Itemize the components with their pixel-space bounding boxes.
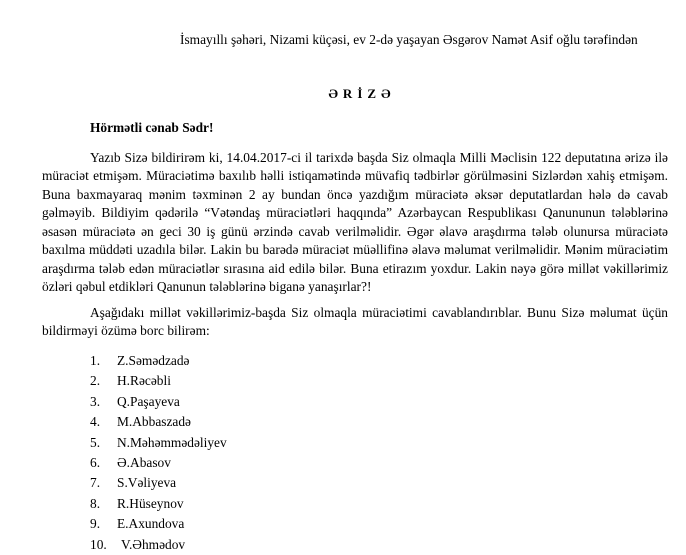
list-name: Z.Səmədzadə <box>117 353 190 368</box>
list-number: 10. <box>90 536 107 552</box>
paragraph-line: özləri qəbul etdikləri Qanunun tələblərinə biganə yanaşırlar?! <box>42 279 372 294</box>
list-number: 2. <box>90 373 101 389</box>
list-name: N.Məhəmmədəliyev <box>117 434 227 450</box>
list-number: 8. <box>90 495 101 511</box>
list-name: E.Axundova <box>117 516 185 532</box>
list-number: 6. <box>90 454 101 470</box>
list-number: 4. <box>90 414 101 430</box>
deputies-list <box>90 351 227 555</box>
list-item <box>90 392 227 412</box>
list-item <box>90 371 227 391</box>
list-item <box>90 412 227 432</box>
list-name: R.Hüseynov <box>117 495 184 511</box>
list-name: M.Abbaszadə <box>117 414 191 430</box>
paragraph-line: baxılma müddəti uzadıla bilər. Lakin bu barədə müraciət müəllifinə əlavə məlumat verilməlidir. Mənim müraciətim <box>42 242 668 257</box>
list-name: Ə.Abasov <box>117 454 171 470</box>
list-item <box>90 535 227 555</box>
list-name: S.Vəliyeva <box>117 475 177 491</box>
list-name: H.Rəcəbli <box>117 373 171 389</box>
list-item <box>90 494 227 514</box>
list-number: 1. <box>90 353 101 368</box>
paragraph-line: Buna baxmayaraq mənim təxminən 2 ay bundan öncə yazdığım müraciətə əksər deputatlardan hələ də cavab <box>42 187 668 202</box>
sender-line: İsmayıllı şəhəri, Nizami küçəsi, ev 2-də yaşayan Əsgərov Namət Asif oğlu tərəfindən <box>180 32 638 47</box>
paragraph-line: gəlməyib. Bildiyim qədərilə “Vətəndaş müraciətləri haqqında” Azərbaycan Respublikası Qanununun tələblərinə <box>42 205 668 220</box>
paragraph-line: Yazıb Sizə bildirirəm ki, 14.04.2017-ci il tarixdə başda Siz olmaqla Milli Məclisin 122 deputatına ərizə ilə <box>90 150 668 165</box>
paragraph-line: əsasən müraciətə ən geci 30 iş günü ərzində cavab verilməlidir. Əgər əlavə araşdırma tələb olunursa müraciətə <box>42 224 668 239</box>
list-item <box>90 514 227 534</box>
list-number: 9. <box>90 516 101 532</box>
document-title: ƏRİZƏ <box>328 86 396 101</box>
list-name: V.Əhmədov <box>121 536 186 552</box>
list-item <box>90 453 227 473</box>
list-number: 3. <box>90 393 101 409</box>
paragraph-line: araşdırma tələb edən müraciətlər sırasına aid edilə bilər. Buna etirazım yoxdur. Lakin nəyə görə millət vəkillərimiz <box>42 261 668 276</box>
list-item <box>90 433 227 453</box>
list-item <box>90 351 227 371</box>
list-number: 5. <box>90 434 101 450</box>
list-item <box>90 473 227 493</box>
paragraph-line: müraciət etmişəm. Müraciətimə baxılıb həlli istiqamətində müvafiq tədbirlər görülməsini Sizlərdən xahiş etmişəm. <box>42 168 668 183</box>
salutation: Hörmətli cənab Sədr! <box>90 120 214 135</box>
list-name: Q.Paşayeva <box>117 393 180 409</box>
paragraph-line: bildirməyi özümə borc bilirəm: <box>42 323 210 338</box>
list-number: 7. <box>90 475 101 491</box>
paragraph-line: Aşağıdakı millət vəkillərimiz-başda Siz olmaqla müraciətimi cavablandırıblar. Bunu Sizə məlumat üçün <box>90 305 668 320</box>
